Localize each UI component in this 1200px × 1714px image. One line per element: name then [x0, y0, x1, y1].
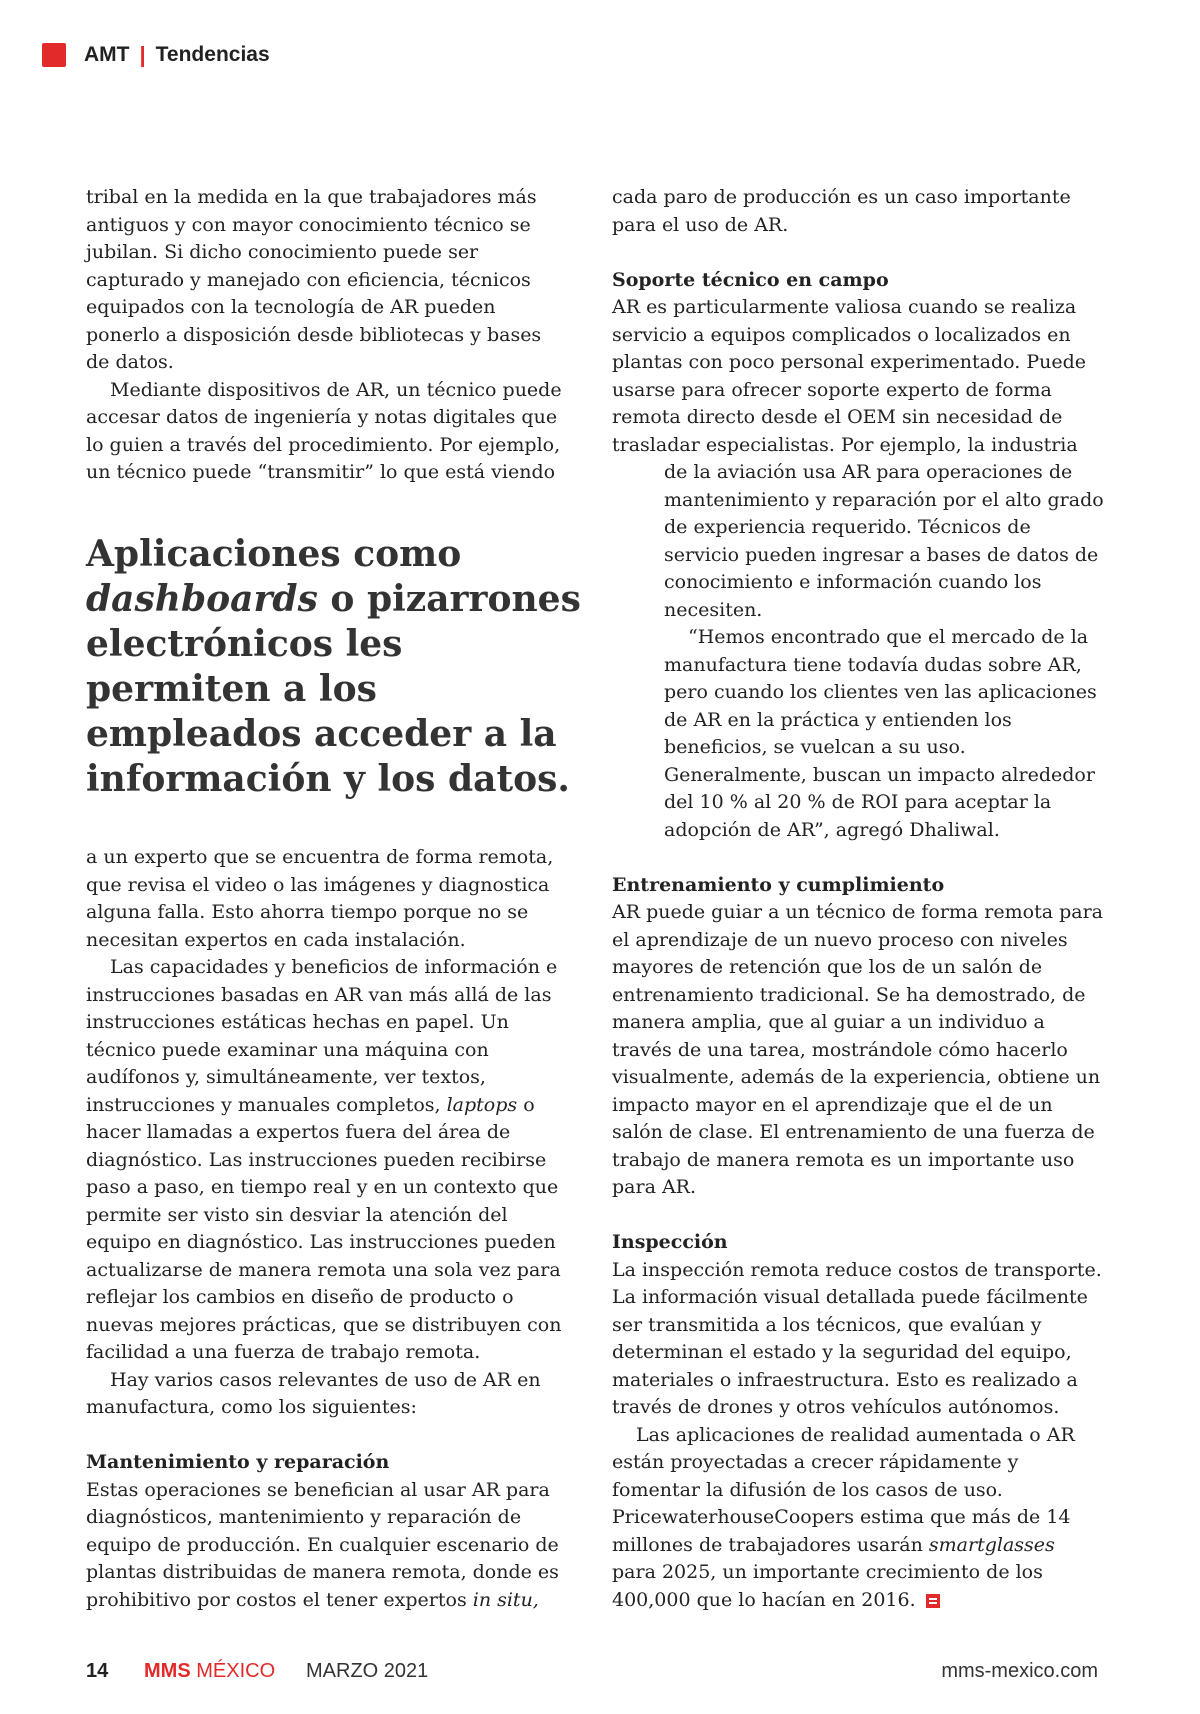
- paragraph: Mediante dispositivos de AR, un técnico puede accesar datos de ingeniería y notas digitales que lo guien a través del procedimiento. Por ejemplo, un técnico puede “transmitir” lo que está viendo: [86, 378, 562, 483]
- pull-quote-emphasis: dashboards: [86, 578, 318, 620]
- right-column: [612, 184, 1104, 1614]
- subheading-entrenamiento: Entrenamiento y cumplimiento: [612, 873, 945, 896]
- quote-paragraph: “Hemos encontrado que el mercado de la manufactura tiene todavía dudas sobre AR, pero cuando los clientes ven las aplicaciones de AR en la práctica y entienden los beneficios, se vuelcan a su uso. Generalmente, buscan un impacto alrededor del 10 % al 20 % de ROI para aceptar la adopción de AR”, agregó Dhaliwal.: [664, 626, 1097, 841]
- page-number: 14: [86, 1660, 109, 1682]
- pull-quote-rest: o pizarrones electrónicos les permiten a los empleados acceder a la información y los datos.: [86, 578, 581, 800]
- paragraph: de la aviación usa AR para operaciones de mantenimiento y reparación por el alto grado de experiencia requerido. Técnicos de servicio pueden ingresar a bases de datos de conocimiento e información cuando los necesiten.: [664, 461, 1104, 621]
- header-separator: |: [139, 42, 146, 67]
- section-marker-icon: [42, 43, 66, 67]
- paragraph: AR es particularmente valiosa cuando se realiza servicio a equipos complicados o localizados en plantas con poco personal experimentado. Puede usarse para ofrecer soporte experto de forma remota directo desde el OEM sin necesidad de trasladar especialistas. Por ejemplo, la industria: [612, 296, 1086, 456]
- pull-quote: [86, 532, 586, 802]
- issue-date: MARZO 2021: [306, 1660, 429, 1682]
- subheading-mantenimiento: Mantenimiento y reparación: [86, 1451, 390, 1473]
- subheading-inspeccion: Inspección: [612, 1231, 728, 1253]
- paragraph: tribal en la medida en la que trabajadores más antiguos y con mayor conocimiento técnico se jubilan. Si dicho conocimiento puede ser capturado y manejado con eficiencia, técnicos equipados con la tecnología de AR pueden ponerlo a disposición desde bibliotecas y bases de datos.: [86, 186, 542, 373]
- paragraph: cada paro de producción es un caso importante para el uso de AR.: [612, 186, 1071, 236]
- website-url: mms-mexico.com: [941, 1660, 1098, 1682]
- indented-block: [612, 459, 1104, 844]
- page-header: [42, 40, 270, 70]
- left-column-top: [86, 184, 566, 487]
- subheading-soporte: Soporte técnico en campo: [612, 268, 889, 291]
- paragraph: Las capacidades y beneficios de información e instrucciones basadas en AR van más allá de las instrucciones estáticas hechas en papel. Un técnico puede examinar una máquina con audífonos y, simultáneamente, ver textos, instrucciones y manuales completos, laptops o hacer llamadas a expertos fuera del área de diagnóstico. Las instrucciones pueden recibirse paso a paso, en tiempo real y en un contexto que permite ser visto sin desviar la atención del equipo en diagnóstico. Las instrucciones pueden actualizarse de manera remota una sola vez para reflejar los cambios en diseño de producto o nuevas mejores prácticas, que se distribuyen con facilidad a una fuerza de trabajo remota.: [86, 956, 562, 1363]
- paragraph: AR puede guiar a un técnico de forma remota para el aprendizaje de un nuevo proceso con niveles mayores de retención que los de un salón de entrenamiento tradicional. Se ha demostrado, de manera amplia, que al guiar a un individuo a través de una tarea, mostrándole cómo hacerlo visualmente, además de la experiencia, obtiene un impacto mayor en el aprendizaje que el de un salón de clase. El entrenamiento de una fuerza de trabajo de manera remota es un importante uso para AR.: [612, 901, 1103, 1198]
- magazine-brand: MMS MÉXICO: [144, 1660, 276, 1682]
- pull-quote-line1: Aplicaciones como: [86, 533, 462, 575]
- header-category: Tendencias: [155, 43, 270, 66]
- header-section: AMT: [84, 43, 130, 66]
- paragraph: a un experto que se encuentra de forma remota, que revisa el video o las imágenes y diagnostica alguna falla. Esto ahorra tiempo porque no se necesitan expertos en cada instalación.: [86, 846, 554, 951]
- paragraph: Estas operaciones se benefician al usar AR para diagnósticos, mantenimiento y reparación de equipo de producción. En cualquier escenario de plantas distribuidas de manera remota, donde es prohibitivo por costos el tener expertos in situ,: [86, 1478, 559, 1611]
- left-column-bottom: [86, 844, 572, 1614]
- end-of-article-icon: [926, 1594, 940, 1608]
- page-footer: [86, 1660, 1098, 1686]
- paragraph: Hay varios casos relevantes de uso de AR en manufactura, como los siguientes:: [86, 1368, 541, 1418]
- paragraph: La inspección remota reduce costos de transporte. La información visual detallada puede fácilmente ser transmitida a los técnicos, que evalúan y determinan el estado y la seguridad del equipo, materiales o infraestructura. Esto es realizado a través de drones y otros vehículos autónomos.: [612, 1258, 1102, 1418]
- paragraph: Las aplicaciones de realidad aumentada o AR están proyectadas a crecer rápidamente y fomentar la difusión de los casos de uso. PricewaterhouseCoopers estima que más de 14 millones de trabajadores usarán smartglasses para 2025, un importante crecimiento de los 400,000 que lo hacían en 2016.: [612, 1423, 1075, 1611]
